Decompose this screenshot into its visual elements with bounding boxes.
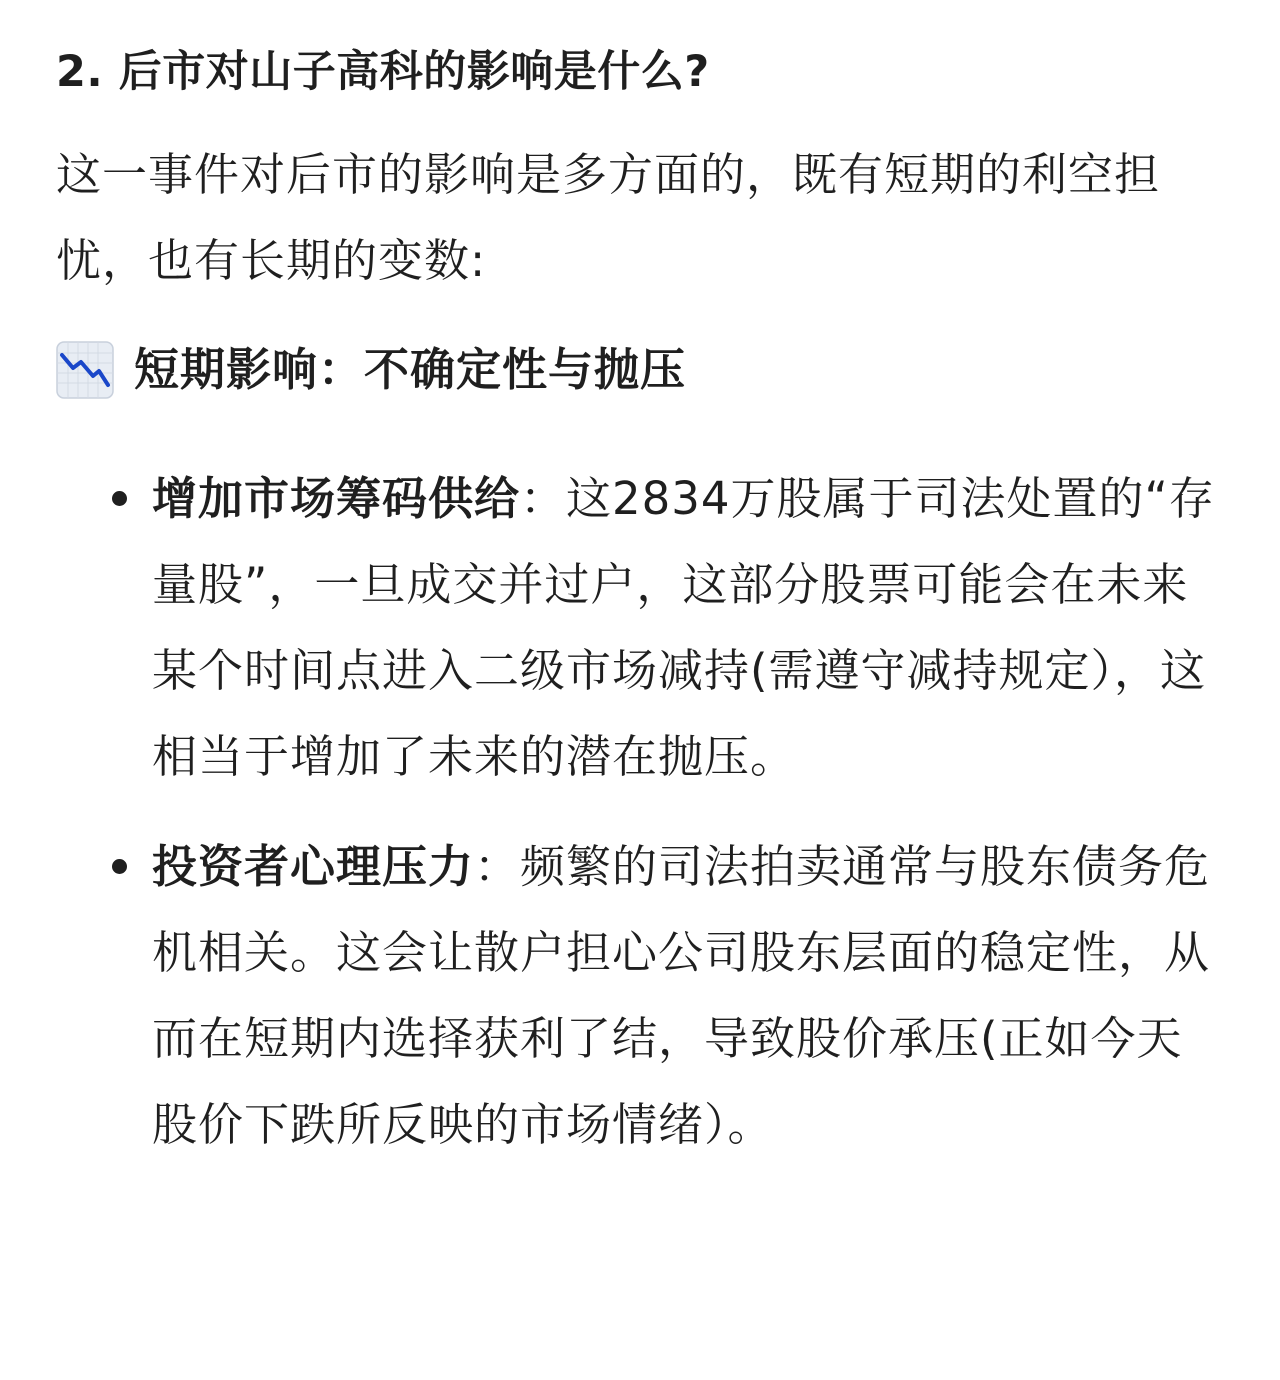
list-item <box>152 456 1224 800</box>
bullet-dot-icon <box>112 859 127 874</box>
list-item <box>152 824 1224 1168</box>
chart-decreasing-icon <box>56 341 114 399</box>
bullet-term: 投资者心理压力 <box>152 840 475 893</box>
bullet-text: 频繁的司法拍卖通常与股东债务危机相关。这会让散户担心公司股东层面的稳定性，从而在短期内选择获利了结，导致股价承压(正如今天股价下跌所反映的市场情绪）。 <box>152 840 1211 1151</box>
subheading-text: 短期影响：不确定性与抛压 <box>134 343 687 396</box>
bullet-dot-icon <box>112 491 127 506</box>
bullet-separator: ： <box>474 840 521 893</box>
intro-paragraph: 这一事件对后市的影响是多方面的，既有短期的利空担忧，也有长期的变数: <box>56 148 1161 287</box>
section-heading: 2. 后市对山子高科的影响是什么? <box>56 47 710 97</box>
subheading <box>56 336 1224 404</box>
bullet-list <box>56 456 1224 1168</box>
bullet-term: 增加市场筹码供给 <box>152 472 521 525</box>
bullet-separator: ： <box>520 472 567 525</box>
bullet-text: 这2834万股属于司法处置的“存量股”，一旦成交并过户，这部分股票可能会在未来某个时间点进入二级市场减持(需遵守减持规定），这相当于增加了未来的潜在抛压。 <box>152 472 1215 783</box>
